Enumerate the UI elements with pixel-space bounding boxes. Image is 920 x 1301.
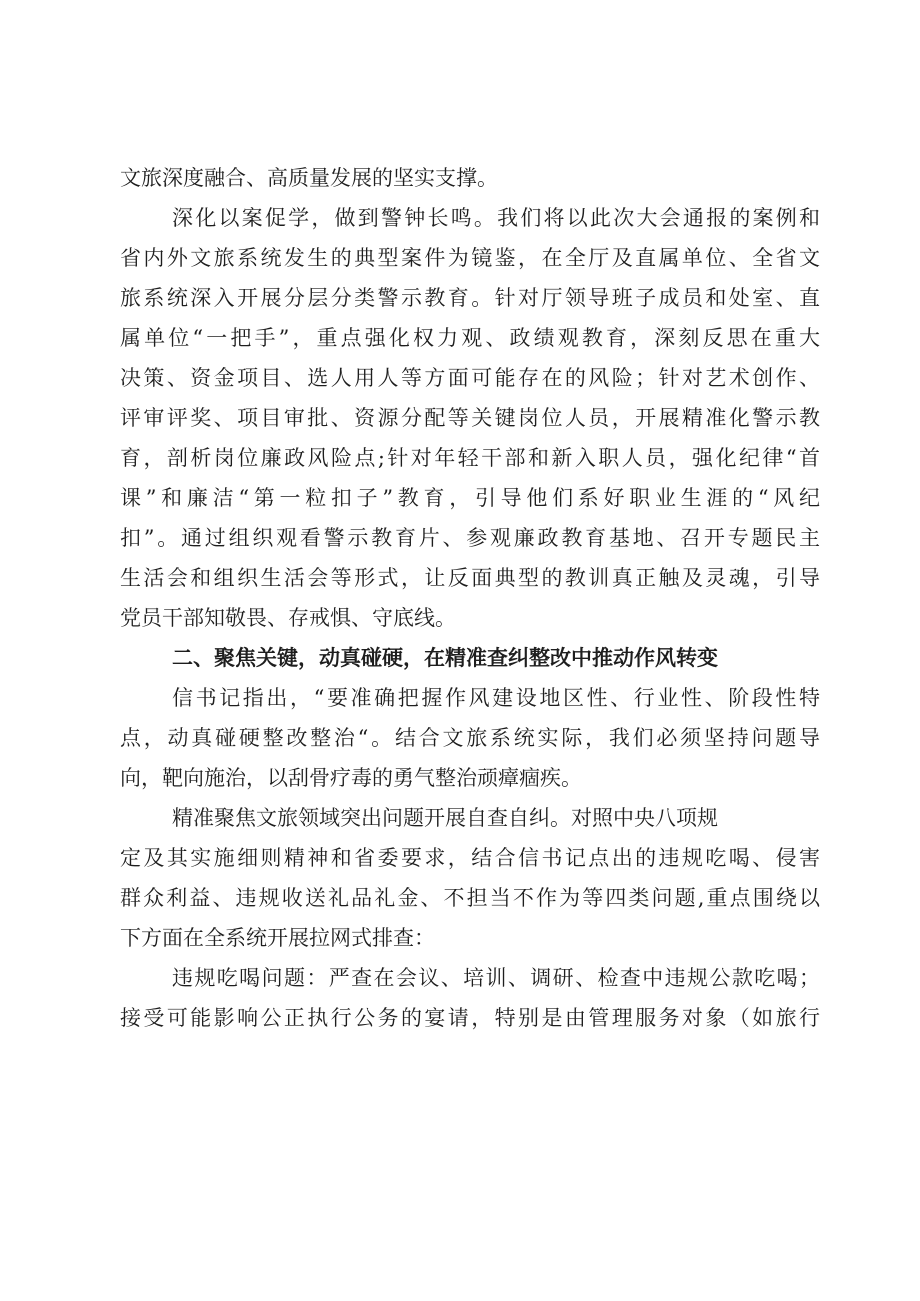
paragraph-line: 属单位“一把手”，重点强化权力观、政绩观教育，深刻反思在重大	[120, 326, 820, 350]
paragraph-line: 深化以案促学，做到警钟长鸣。我们将以此次大会通报的案例和	[172, 206, 820, 230]
paragraph-line: 点，动真碰硬整改整治“。结合文旅系统实际，我们必须坚持问题导	[120, 726, 820, 750]
paragraph-line: 向，靶向施治，以刮骨疗毒的勇气整治顽瘴痼疾。	[120, 766, 582, 790]
paragraph-line: 精准聚焦文旅领域突出问题开展自查自纠。对照中央八项规	[172, 806, 718, 830]
paragraph-line: 旅系统深入开展分层分类警示教育。针对厅领导班子成员和处室、直	[120, 286, 820, 310]
paragraph-line: 生活会和组织生活会等形式，让反面典型的教训真正触及灵魂，引导	[120, 566, 820, 590]
section-heading: 二、聚焦关键，动真碰硬，在精准查纠整改中推动作风转变	[172, 646, 718, 670]
paragraph-line: 扣”。通过组织观看警示教育片、参观廉政教育基地、召开专题民主	[120, 526, 820, 550]
paragraph-line: 课”和廉洁“第一粒扣子”教育，引导他们系好职业生涯的“风纪	[120, 486, 820, 510]
paragraph-line: 信书记指出，“要准确把握作风建设地区性、行业性、阶段性特	[172, 686, 820, 710]
paragraph-line: 省内外文旅系统发生的典型案件为镜鉴，在全厅及直属单位、全省文	[120, 246, 820, 270]
paragraph-line: 接受可能影响公正执行公务的宴请，特别是由管理服务对象（如旅行	[120, 1006, 820, 1030]
paragraph-line: 群众利益、违规收送礼品礼金、不担当不作为等四类问题,重点围绕以	[120, 886, 820, 910]
paragraph-line: 党员干部知敬畏、存戒惧、守底线。	[120, 606, 456, 630]
paragraph-line: 评审评奖、项目审批、资源分配等关键岗位人员，开展精准化警示教	[120, 406, 820, 430]
paragraph-line: 下方面在全系统开展拉网式排查：	[120, 926, 435, 950]
paragraph-line: 育，剖析岗位廉政风险点;针对年轻干部和新入职人员，强化纪律“首	[120, 446, 820, 470]
paragraph-line: 文旅深度融合、高质量发展的坚实支撑。	[120, 166, 498, 190]
paragraph-line: 决策、资金项目、选人用人等方面可能存在的风险；针对艺术创作、	[120, 366, 820, 390]
document-body	[120, 158, 820, 1038]
paragraph-line: 违规吃喝问题：严查在会议、培训、调研、检查中违规公款吃喝；	[172, 966, 820, 990]
paragraph-line: 定及其实施细则精神和省委要求，结合信书记点出的违规吃喝、侵害	[120, 846, 820, 870]
